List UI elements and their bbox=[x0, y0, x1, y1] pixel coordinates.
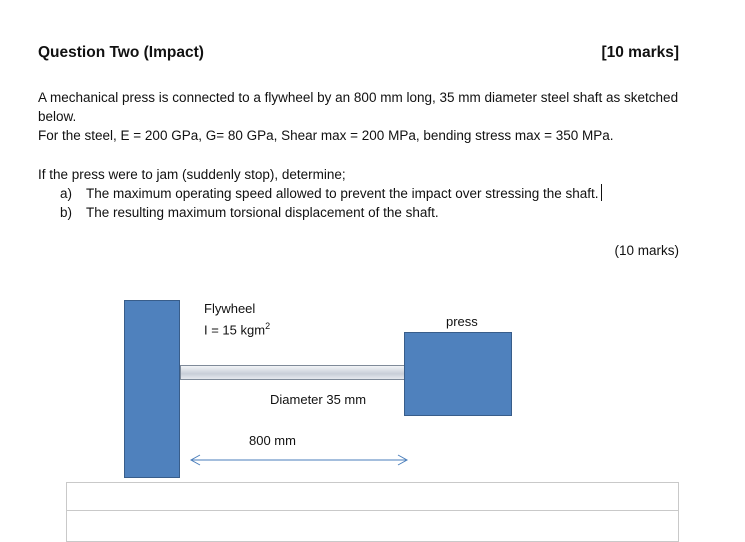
answer-table-divider bbox=[66, 510, 679, 511]
marks-footer: (10 marks) bbox=[614, 243, 679, 258]
task-intro: If the press were to jam (suddenly stop), determine; bbox=[38, 167, 346, 182]
problem-statement: A mechanical press is connected to a flywheel by an 800 mm long, 35 mm diameter steel shaft as sketched below. bbox=[38, 90, 679, 124]
list-item-text-a: The maximum operating speed allowed to prevent the impact over stressing the shaft. bbox=[86, 186, 599, 201]
length-label: 800 mm bbox=[249, 433, 296, 448]
length-dimension-arrow bbox=[188, 452, 410, 468]
list-item-text[interactable] bbox=[86, 184, 602, 203]
diameter-label: Diameter 35 mm bbox=[270, 392, 367, 407]
inertia-exponent: 2 bbox=[265, 321, 271, 331]
flywheel-label: Flywheel bbox=[204, 301, 256, 316]
list-item bbox=[60, 203, 602, 222]
list-item-label: a) bbox=[60, 186, 73, 201]
list-item-label: b) bbox=[60, 205, 73, 220]
question-marks: [10 marks] bbox=[601, 44, 679, 61]
press-block bbox=[404, 332, 512, 416]
answer-table[interactable] bbox=[66, 482, 679, 542]
question-title: Question Two (Impact) bbox=[38, 44, 204, 61]
flywheel-block bbox=[124, 300, 180, 478]
list-item bbox=[60, 184, 602, 203]
list-item-text-b: The resulting maximum torsional displacement of the shaft. bbox=[86, 205, 439, 220]
steel-shaft bbox=[180, 365, 406, 380]
task-list bbox=[60, 184, 602, 222]
material-properties: For the steel, E = 200 GPa, G= 80 GPa, Shear max = 200 MPa, bending stress max = 350 MPa. bbox=[38, 128, 614, 143]
inertia-value: I = 15 kgm bbox=[204, 322, 266, 338]
text-cursor bbox=[601, 184, 602, 201]
press-label: press bbox=[446, 314, 478, 329]
inertia-label bbox=[204, 318, 270, 338]
